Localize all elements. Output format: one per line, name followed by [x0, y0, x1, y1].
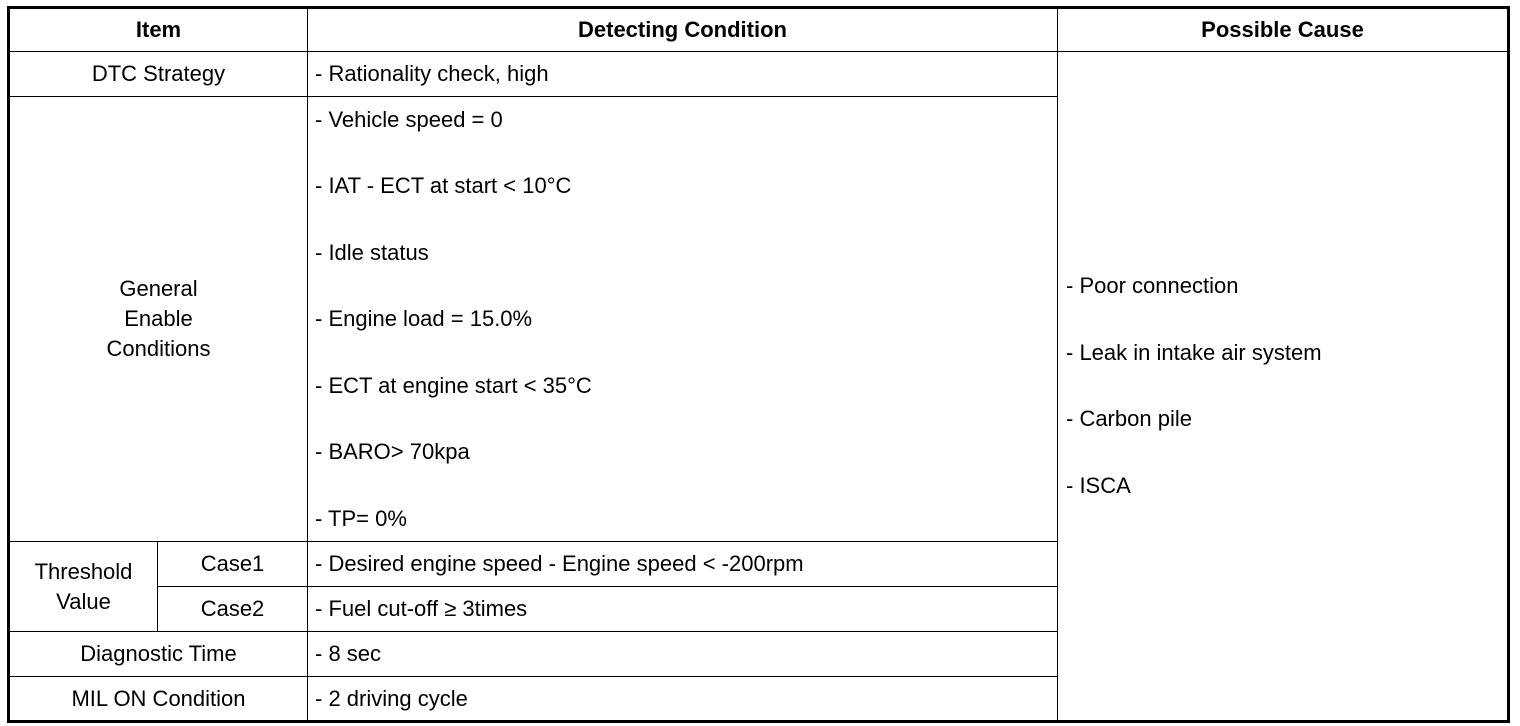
case2-condition: - Fuel cut-off ≥ 3times	[308, 587, 1058, 632]
dtc-spec-table	[7, 6, 1510, 723]
general-enable-label-line2: Enable	[124, 306, 193, 331]
dtc-strategy-label: DTC Strategy	[9, 52, 308, 97]
threshold-value-label	[9, 542, 158, 632]
case1-condition: - Desired engine speed - Engine speed < -200rpm	[308, 542, 1058, 587]
header-possible-cause: Possible Cause	[1058, 8, 1509, 52]
possible-cause-cell	[1058, 52, 1509, 722]
mil-on-condition: - 2 driving cycle	[308, 677, 1058, 722]
condition-ect-start: - ECT at engine start < 35°C	[315, 372, 592, 398]
diagnostic-time-label: Diagnostic Time	[9, 632, 308, 677]
general-enable-conditions	[308, 97, 1058, 542]
general-enable-label-line1: General	[119, 276, 198, 301]
case1-label: Case1	[158, 542, 308, 587]
condition-idle-status: - Idle status	[315, 239, 429, 265]
header-row	[9, 8, 1509, 52]
cause-intake-leak: - Leak in intake air system	[1066, 339, 1322, 365]
cause-poor-connection: - Poor connection	[1066, 273, 1239, 299]
threshold-label-line2: Value	[56, 588, 111, 614]
general-enable-label-line3: Conditions	[106, 336, 211, 361]
diagnostic-time-condition: - 8 sec	[308, 632, 1058, 677]
condition-vehicle-speed: - Vehicle speed = 0	[315, 106, 503, 132]
row-dtc-strategy	[9, 52, 1509, 97]
condition-engine-load: - Engine load = 15.0%	[315, 306, 533, 331]
condition-baro: - BARO> 70kpa	[315, 439, 470, 464]
threshold-label-line1: Threshold	[34, 558, 133, 584]
condition-iat-ect: - IAT - ECT at start < 10°C	[315, 173, 572, 198]
condition-tp: - TP= 0%	[315, 505, 407, 531]
dtc-strategy-condition: - Rationality check, high	[308, 52, 1058, 97]
cause-carbon-pile: - Carbon pile	[1066, 406, 1192, 432]
header-detecting-condition: Detecting Condition	[308, 8, 1058, 52]
header-item: Item	[9, 8, 308, 52]
case2-label: Case2	[158, 587, 308, 632]
mil-on-label: MIL ON Condition	[9, 677, 308, 722]
general-enable-label	[9, 97, 308, 542]
cause-isca: - ISCA	[1066, 472, 1131, 498]
